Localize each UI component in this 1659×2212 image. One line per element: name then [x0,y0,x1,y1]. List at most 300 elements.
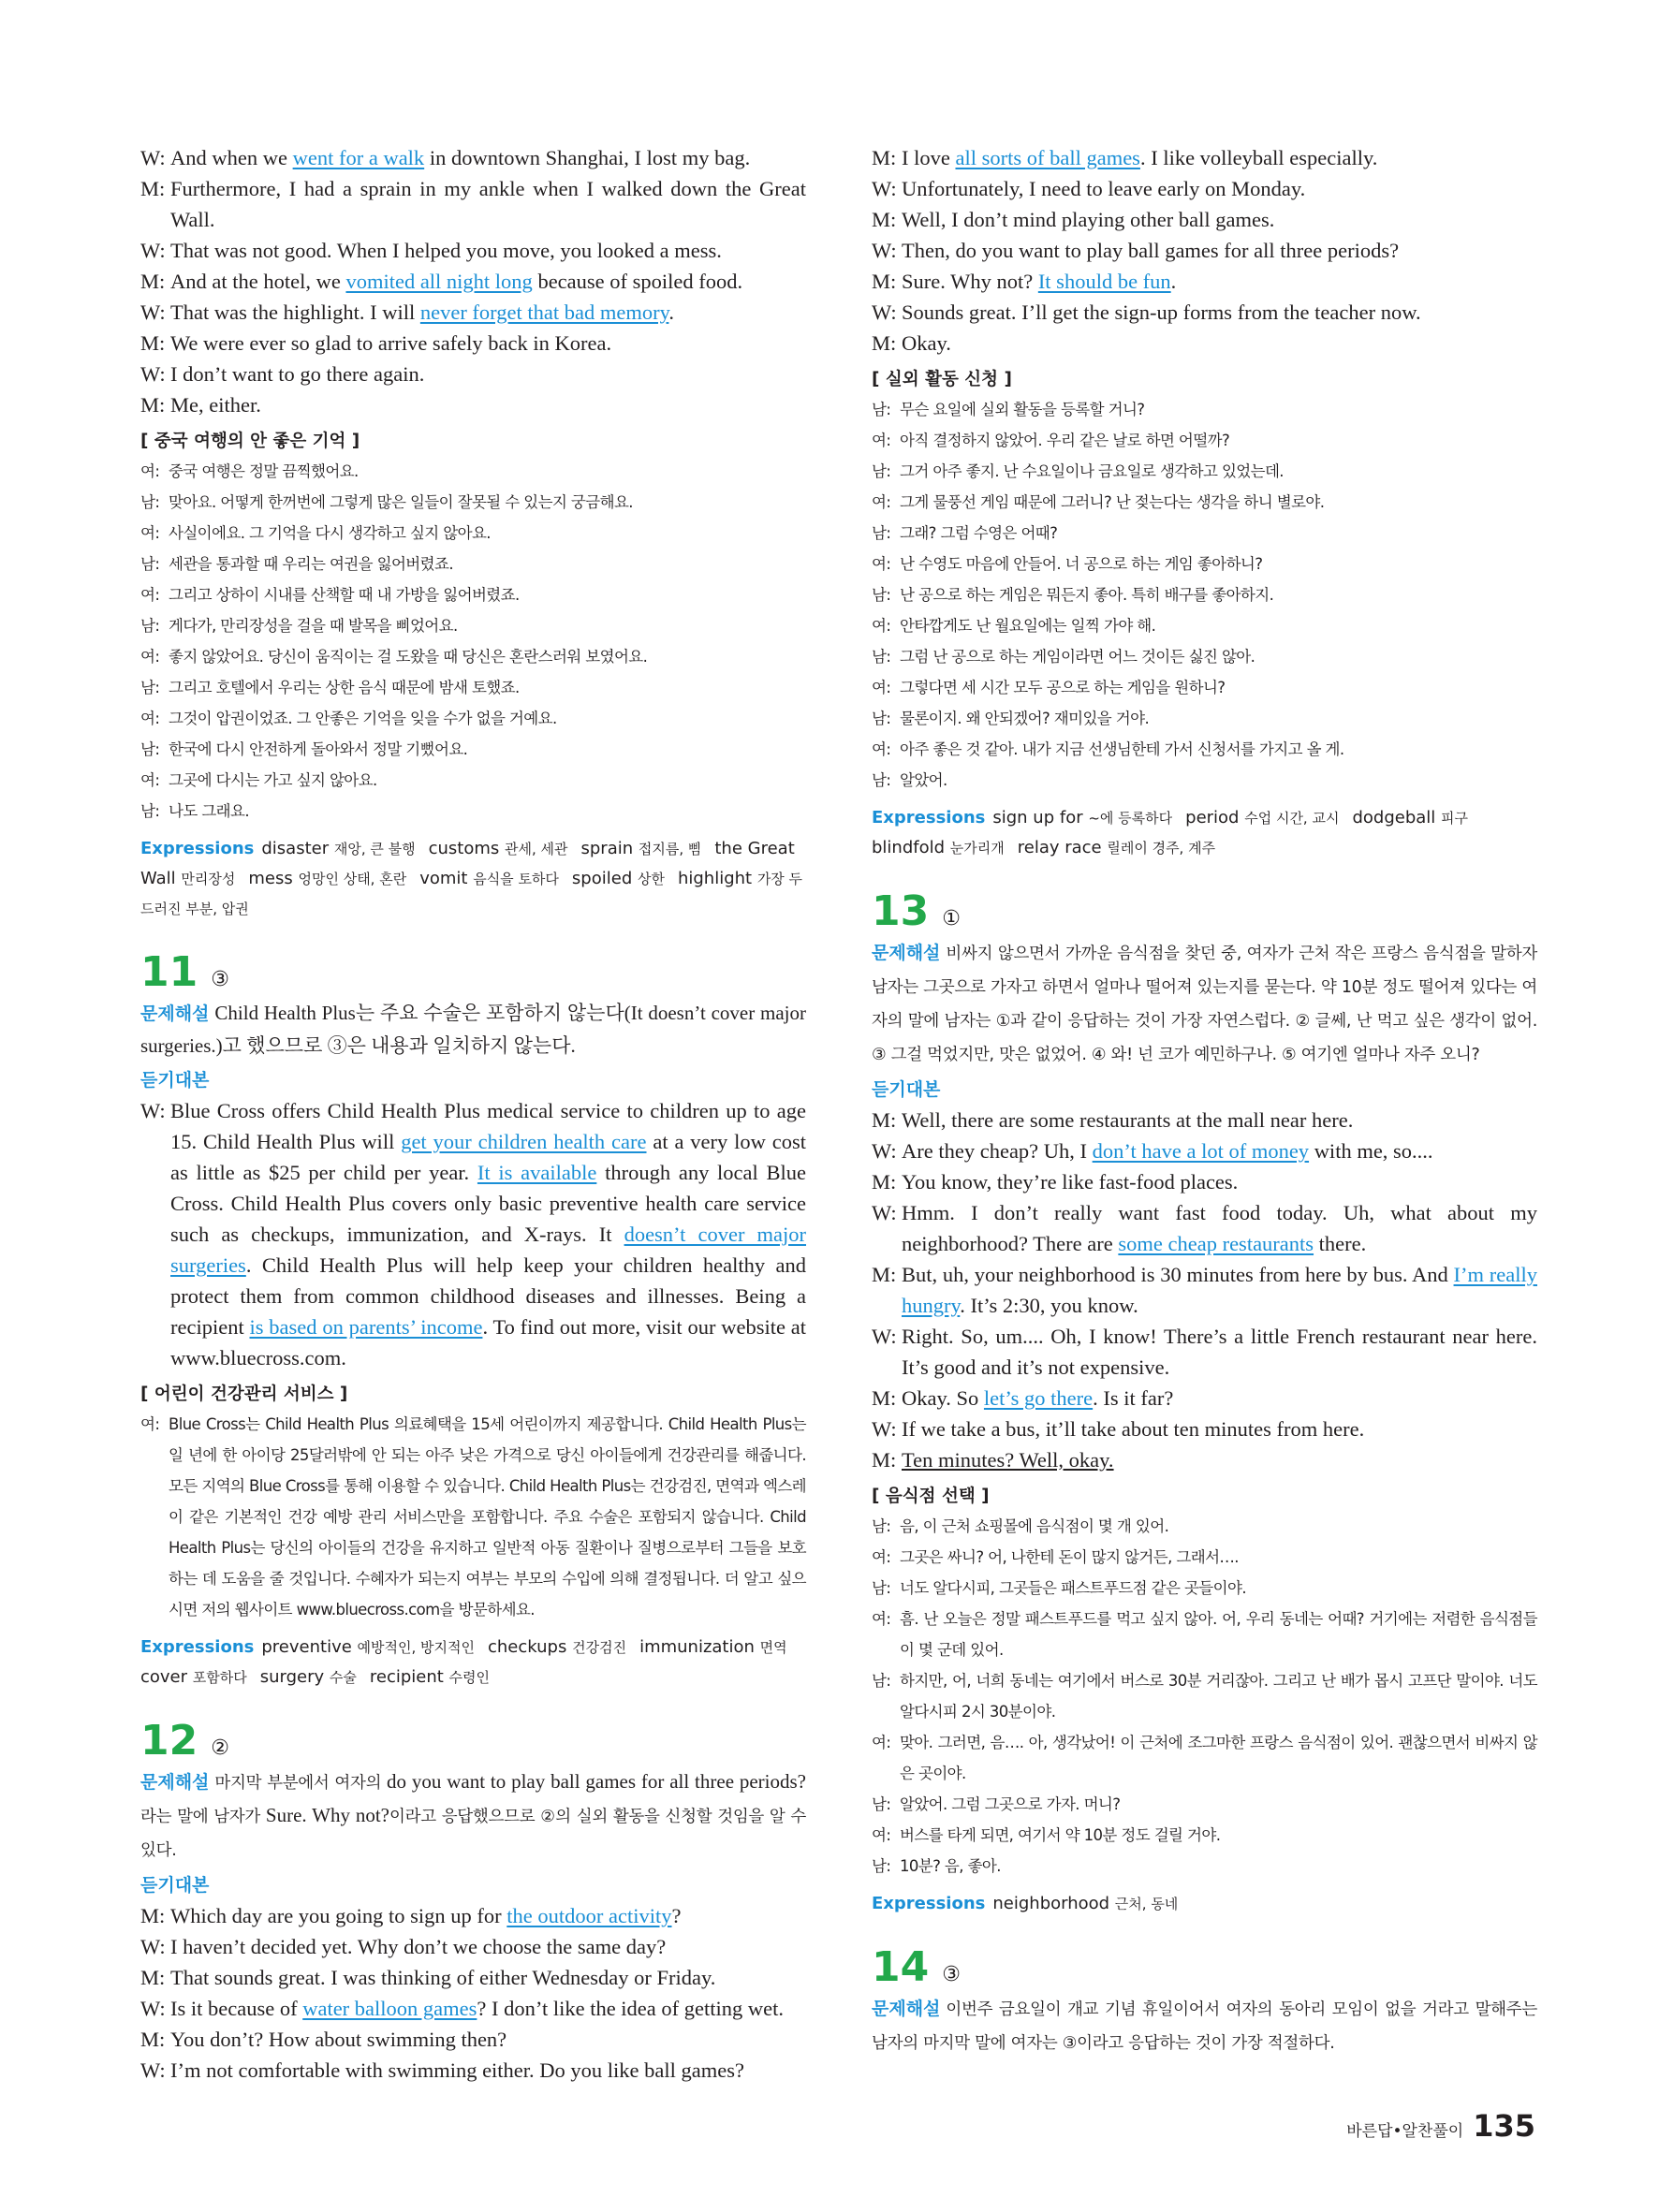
key-phrase: never forget that bad memory [419,300,669,324]
expressions-label: Expressions [872,1894,986,1913]
text-run: I don’t want to go there again. [170,362,425,386]
translation-line [872,1789,1537,1820]
text-run: Well, I don’t mind playing other ball games. [902,208,1275,231]
utterance [902,1383,1537,1414]
question-header [872,1943,1537,1992]
text-run: I love [902,146,956,169]
speaker: 여: [140,710,160,727]
dialogue-line [872,1105,1537,1135]
expression-term: sign up for [992,808,1089,828]
translation-line [872,672,1537,703]
translation-heading: [ 실외 활동 신청 ] [872,370,1012,389]
dialogue-line [872,142,1537,173]
expression-term: dodgeball [1352,808,1441,828]
translation-text: 알았어. [900,771,947,789]
key-phrase: water balloon games [302,1997,477,2020]
text-run: That was the highlight. I will [170,300,420,324]
text-run: I haven’t decided yet. Why don’t we choose the same day? [170,1935,667,1958]
utterance [902,1105,1537,1135]
dialogue-line [140,389,806,420]
translation-text: 게다가, 만리장성을 걸을 때 발목을 삐었어요. [169,617,458,635]
translation-line [140,579,806,610]
expression-term: neighborhood [992,1894,1115,1913]
speaker: W: [872,300,897,324]
text-run: Okay. So [902,1386,984,1410]
dialogue-line [140,266,806,297]
utterance [170,266,806,297]
utterance [902,235,1537,266]
utterance [170,1095,806,1373]
utterance [170,142,806,173]
speaker: M: [140,1966,166,1989]
translation-line [140,1409,806,1625]
speaker: 여: [872,740,891,758]
speaker: W: [140,146,166,169]
speaker: 남: [872,462,891,480]
speaker: 여: [140,771,160,789]
speaker: W: [140,362,166,386]
translation-line [872,394,1537,425]
translation-text: 음, 이 근처 쇼핑몰에 음식점이 몇 개 있어. [900,1517,1169,1535]
translation-text: 맞아. 그러면, 음…. 아, 생각났어! 이 근처에 조그마한 프랑스 음식점이 있어. 괜찮으면서 비싸지 않은 곳이야. [900,1734,1537,1782]
key-phrase: let’s go there [983,1386,1094,1410]
translation-line [872,1604,1537,1665]
dialogue-line [872,1135,1537,1166]
script-label: 듣기대본 [140,1875,210,1896]
expression-meaning: ~에 등록하다 [1088,810,1173,827]
translation-block [140,1409,806,1625]
translation-text: 그곳은 싸니? 어, 나한테 돈이 많지 않거든, 그래서…. [900,1548,1239,1566]
text-run: Ten minutes? Well, okay. [902,1448,1114,1472]
dialogue-line [872,297,1537,328]
speaker: 남: [872,401,891,418]
expression-term: sprain [580,839,639,858]
utterance [902,1414,1537,1444]
text-run: Then, do you want to play ball games for all three periods? [902,239,1400,262]
speaker: M: [872,208,897,231]
translation-text: 나도 그래요. [169,802,249,820]
expression-meaning: 만리장성 [181,871,236,887]
utterance [902,1444,1537,1475]
speaker: 여: [872,1826,891,1844]
dialogue-line [140,1900,806,1931]
expressions-box [872,1889,1537,1919]
text-run: Blue Cross offers Child Health Plus medical service to children up to age 15. Child Health Plus will [170,1099,806,1153]
translation-text: 흠. 난 오늘은 정말 패스트푸드를 먹고 싶지 않아. 어, 우리 동네는 어때? 거기에는 저렴한 음식점들이 몇 군데 있어. [900,1610,1537,1659]
text-run: Which day are you going to sign up for [170,1904,507,1927]
translation-line [872,1851,1537,1882]
translation-text: 난 수영도 마음에 안들어. 너 공으로 하는 게임 좋아하니? [900,555,1263,573]
explanation-text [872,1997,1537,2053]
translation-heading: [ 어린이 건강관리 서비스 ] [140,1384,348,1404]
translation-line [872,734,1537,765]
expression-meaning: 수령인 [448,1669,491,1686]
dialogue-line [872,173,1537,204]
speaker: 남: [872,524,891,542]
page-number: 135 [1473,2108,1535,2144]
explanation-label: 문제해설 [872,1999,941,2019]
text-run: 이라고 응답했으므로 ②의 실외 활동을 신청할 것임을 알 수 있다. [140,1808,807,1860]
translation-text: 그거 아주 좋지. 난 수요일이나 금요일로 생각하고 있었는데. [900,462,1284,480]
speaker: W: [872,1139,897,1163]
dialogue-block [140,1095,806,1373]
text-run: . I like volleyball especially. [1139,146,1378,169]
expression-term: disaster [261,839,334,858]
speaker: W: [140,300,166,324]
speaker: 남: [872,648,891,666]
translation-text: 그것이 압권이었죠. 그 안좋은 기억을 잊을 수가 없을 거예요. [169,710,557,727]
translation-text: 버스를 타게 되면, 여기서 약 10분 정도 걸릴 거야. [900,1826,1221,1844]
speaker: 여: [872,493,891,511]
expression-meaning: 피구 [1441,810,1468,827]
text-run: . To find out more, visit our website at www.bluecross.com. [170,1315,806,1370]
speaker: 여: [872,1548,891,1566]
expression-meaning: 상한 [637,871,665,887]
expressions-label: Expressions [140,1637,255,1657]
expression-term: mess [248,869,299,888]
dialogue-line [140,1993,806,2024]
translation-text: Blue Cross는 Child Health Plus 의료혜택을 15세 어린이까지 제공합니다. Child Health Plus는 일 년에 한 아이당 25달러밖에 안 되는 아주 낮은 가격으로 당신 아이들에게 건강관리를 해줍니다. 모든 지역의 Blue Cross를 통해 이용할 수 있습니다. Child Health Plus는 건강검진, 면역과 엑스레이 같은 기본적인 건강 예방 관리 서비스만을 포함합니다. 주요 수술은 포함되지 않습니다. Child Health Plus는 당신의 아이들의 건강을 유지하고 일반적 아동 질환이나 질병으로부터 그들을 보호하는 데 도움을 줄 것입니다. 수혜자가 되는지 여부는 부모의 수입에 의해 결정됩니다. 더 알고 싶으시면 저의 웹사이트 www.bluecross.com을 방문하세요. [169,1415,806,1619]
utterance [902,142,1537,173]
speaker: 남: [872,1795,891,1813]
speaker: W: [872,239,897,262]
utterance [170,1993,806,2024]
translation-text: 난 공으로 하는 게임은 뭐든지 좋아. 특히 배구를 좋아하지. [900,586,1274,604]
utterance [902,1321,1537,1383]
speaker: M: [872,1263,897,1286]
dialogue-line [140,235,806,266]
speaker: M: [140,393,166,417]
explanation [872,936,1537,1071]
expression-meaning: 수업 시간, 교시 [1244,810,1340,827]
text-run: at a very low cost as little as $25 per child per year. [170,1130,806,1184]
explanation [872,1992,1537,2059]
expression-meaning: 관세, 세관 [505,841,568,857]
translation-text: 그곳에 다시는 가고 싶지 않아요. [169,771,377,789]
translation-line [872,549,1537,579]
question-header [872,887,1537,936]
translation-line [872,1511,1537,1542]
text-run: because of spoiled food. [532,270,743,293]
expressions-label: Expressions [140,839,255,858]
translation-block [872,1511,1537,1882]
dialogue-line [872,204,1537,235]
dialogue-line [872,1259,1537,1321]
expression-meaning: 접지름, 삠 [638,841,702,857]
text-run: through any local Blue Cross. Child Health Plus covers only basic preventive health care service such as checkups, immunization, and X-rays. It [170,1161,807,1246]
left-column [140,142,806,2086]
dialogue-line [872,1321,1537,1383]
utterance [902,266,1537,297]
text-run: in downtown Shanghai, I lost my bag. [424,146,751,169]
speaker: 남: [872,1517,891,1535]
expression-term: customs [428,839,505,858]
utterance [170,2024,806,2055]
dialogue-block [872,142,1537,359]
text-run: Well, there are some restaurants at the mall near here. [902,1108,1354,1132]
question-number: 13 [872,887,930,935]
dialogue-line [140,1931,806,1962]
speaker: W: [140,239,166,262]
expression-meaning: 릴레이 경주, 계주 [1107,840,1216,857]
key-phrase: It should be fun [1037,270,1171,293]
translation-line [140,456,806,487]
text-run: If we take a bus, it’ll take about ten minutes from here. [902,1417,1365,1441]
page-footer [1346,2108,1535,2144]
text-run: I’m not comfortable with swimming either. Do you like ball games? [170,2058,744,2082]
utterance [170,1962,806,1993]
speaker: 여: [140,648,160,666]
expression-term: the Great Wall [140,839,795,888]
key-phrase: is based on parents’ income [249,1315,483,1339]
question-header [140,1717,806,1765]
translation-line [872,610,1537,641]
utterance [170,1900,806,1931]
speaker: M: [872,1448,897,1472]
speaker: M: [872,331,897,355]
translation-line [872,425,1537,456]
key-phrase: vomited all night long [345,270,533,293]
speaker: 여: [872,679,891,696]
translation-text: 그럼 난 공으로 하는 게임이라면 어느 것이든 싫진 않아. [900,648,1255,666]
translation-text: 좋지 않았어요. 당신이 움직이는 걸 도왔을 때 당신은 혼란스러워 보였어요. [169,648,648,666]
utterance [902,297,1537,328]
translation-line [140,796,806,827]
utterance [170,297,806,328]
dialogue-line [140,2055,806,2086]
speaker: M: [872,1108,897,1132]
speaker: M: [140,1904,166,1927]
expressions-box [872,803,1537,863]
dialogue-block [872,1105,1537,1475]
translation-line [872,1665,1537,1727]
speaker: 여: [872,1610,891,1628]
utterance [170,1931,806,1962]
speaker: 남: [872,1579,891,1597]
translation-text: 그래? 그럼 수영은 어때? [900,524,1058,542]
key-phrase: It is available [477,1161,597,1184]
key-phrase: don’t have a lot of money [1092,1139,1310,1163]
speaker: 남: [140,802,160,820]
speaker: 여: [872,555,891,573]
dialogue-line [872,266,1537,297]
expression-term: surgery [259,1667,330,1687]
speaker: M: [872,146,897,169]
speaker: M: [140,270,166,293]
expression-term: immunization [639,1637,760,1657]
dialogue-line [140,359,806,389]
text-run: Sure. Why not? [265,1804,389,1826]
speaker: 남: [872,586,891,604]
answer-mark: ③ [211,968,229,991]
text-run: . [1170,270,1177,293]
text-run: That sounds great. I was thinking of either Wednesday or Friday. [170,1966,716,1989]
text-run: do you want to play ball games for all three periods? [387,1770,806,1793]
text-run: Are they cheap? Uh, I [902,1139,1093,1163]
expression-term: preventive [261,1637,358,1657]
dialogue-line [140,328,806,359]
text-run: 비싸지 않으면서 가까운 음식점을 찾던 중, 여자가 근처 작은 프랑스 음식점을 말하자 남자는 그곳으로 가자고 하면서 얼마나 떨어져 있는지를 묻는다. 약 10분 정도 떨어져 있다는 여자의 말에 남자는 ①과 같이 응답하는 것이 가장 자연스럽다. ② 글쎄, 난 먹고 싶은 생각이 없어. ③ 그걸 먹었지만, 맛은 없었어. ④ 와! 넌 코가 예민하구나. ⑤ 여기엔 얼마나 자주 오니? [872,945,1537,1064]
expression-meaning: 가장 두드러진 부분, 압권 [140,871,803,917]
translation-block [140,456,806,827]
speaker: 남: [872,1857,891,1875]
speaker: M: [140,2028,166,2051]
explanation-text [140,1770,806,1860]
translation-text: 맞아요. 어떻게 한꺼번에 그렇게 많은 일들이 잘못될 수 있는지 궁금해요. [169,493,633,511]
speaker: 여: [140,462,160,480]
speaker: W: [872,1325,897,1348]
text-run: Me, either. [170,393,261,417]
text-run: Unfortunately, I need to leave early on Monday. [902,177,1306,200]
question-number: 12 [140,1717,198,1765]
question-number: 14 [872,1943,930,1991]
utterance [170,328,806,359]
speaker: W: [140,1997,166,2020]
dialogue-line [140,1095,806,1373]
dialogue-line [872,1197,1537,1259]
expression-meaning: 수술 [329,1669,357,1686]
key-phrase: the outdoor activity [507,1904,672,1927]
expressions-box [140,1633,806,1692]
speaker: M: [140,331,166,355]
expression-term: checkups [488,1637,573,1657]
utterance [902,173,1537,204]
text-run: Okay. [902,331,951,355]
right-column [872,142,1537,2059]
text-run: We were ever so glad to arrive safely back in Korea. [170,331,612,355]
translation-text: 하지만, 어, 너희 동네는 여기에서 버스로 30분 거리잖아. 그리고 난 배가 몹시 고프단 말이야. 너도 알다시피 2시 30분이야. [900,1672,1537,1721]
utterance [902,1197,1537,1259]
explanation-label: 문제해설 [872,943,941,963]
translation-line [140,610,806,641]
speaker: W: [872,1201,897,1224]
translation-text: 중국 여행은 정말 끔찍했어요. [169,462,359,480]
translation-line [872,765,1537,796]
translation-heading: [ 음식점 선택 ] [872,1487,990,1506]
speaker: 여: [872,432,891,449]
translation-line [872,579,1537,610]
speaker: 남: [872,771,891,789]
speaker: 여: [140,586,160,604]
utterance [902,328,1537,359]
expressions-box [140,834,806,924]
text-run: . It’s 2:30, you know. [960,1294,1138,1317]
translation-line [140,734,806,765]
utterance [902,1135,1537,1166]
text-run: ? [671,1904,682,1927]
translation-line [872,456,1537,487]
translation-text: 물론이지. 왜 안되겠어? 재미있을 거야. [900,710,1150,727]
speaker: W: [872,1417,897,1441]
expression-term: vomit [419,869,474,888]
translation-line [140,487,806,518]
dialogue-line [140,2024,806,2055]
speaker: 남: [140,493,160,511]
text-run: 라는 말에 남자가 [140,1808,266,1826]
text-run: But, uh, your neighborhood is 30 minutes from here by bus. And [902,1263,1454,1286]
translation-block [872,394,1537,796]
translation-text: 세관을 통과할 때 우리는 여권을 잃어버렸죠. [169,555,453,573]
expression-term: spoiled [571,869,638,888]
expression-meaning: 건강검진 [572,1639,627,1656]
key-phrase: doesn’t cover major surgeries [170,1223,806,1277]
question-header [140,948,806,997]
dialogue-line [872,1444,1537,1475]
speaker: 남: [140,740,160,758]
dialogue-line [140,297,806,328]
key-phrase: some cheap restaurants [1118,1232,1314,1255]
answer-mark: ① [942,907,961,930]
translation-text: 아직 결정하지 않았어. 우리 같은 날로 하면 어떨까? [900,432,1230,449]
expressions-label: Expressions [872,808,986,828]
speaker: 남: [140,679,160,696]
text-run: ? I don’t like the idea of getting wet. [477,1997,785,2020]
speaker: M: [872,270,897,293]
expression-meaning: 재앙, 큰 불행 [333,841,416,857]
translation-line [872,1542,1537,1573]
speaker: W: [140,1935,166,1958]
speaker: M: [140,177,166,200]
translation-line [872,487,1537,518]
dialogue-line [140,142,806,173]
explanation [140,1765,806,1867]
text-run: You don’t? How about swimming then? [170,2028,507,2051]
speaker: 여: [872,1734,891,1751]
utterance [170,389,806,420]
translation-line [872,1820,1537,1851]
translation-line [140,641,806,672]
text-run: Hmm. I don’t really want fast food today. Uh, what about my neighborhood? There are [902,1201,1537,1255]
question-number: 11 [140,948,198,996]
speaker: M: [872,1386,897,1410]
key-phrase: all sorts of ball games [955,146,1140,169]
translation-text: 너도 알다시피, 그곳들은 패스트푸드점 같은 곳들이야. [900,1579,1246,1597]
expression-meaning: 면역 [759,1639,787,1656]
text-run: 이번주 금요일이 개교 기념 휴일이어서 여자의 동아리 모임이 없을 거라고 말해주는 남자의 마지막 말에 여자는 ③이라고 응답하는 것이 가장 적절하다. [872,2000,1537,2053]
translation-text: 아주 좋은 것 같아. 내가 지금 선생님한테 가서 신청서를 가지고 올 게. [900,740,1344,758]
footer-title: 바른답•알찬풀이 [1346,2122,1464,2141]
expression-term: cover [140,1667,193,1687]
translation-text: 그렇다면 세 시간 모두 공으로 하는 게임을 원하니? [900,679,1226,696]
expression-meaning: 엉망인 상태, 혼란 [298,871,407,887]
explanation-label: 문제해설 [140,1003,210,1024]
translation-line [140,672,806,703]
translation-line [872,518,1537,549]
expression-meaning: 눈가리개 [949,840,1005,857]
expression-meaning: 예방적인, 방지적인 [357,1639,475,1656]
expression-term: period [1185,808,1245,828]
translation-line [872,641,1537,672]
translation-text: 그리고 상하이 시내를 산책할 때 내 가방을 잃어버렸죠. [169,586,520,604]
expression-meaning: 포함하다 [192,1669,247,1686]
expression-term: blindfold [872,838,950,857]
translation-text: 그게 물풍선 게임 때문에 그러니? 난 젖는다는 생각을 하니 별로야. [900,493,1325,511]
speaker: 남: [872,710,891,727]
speaker: 여: [140,1415,160,1433]
text-run: there. [1314,1232,1367,1255]
utterance [170,235,806,266]
dialogue-block [140,1900,806,2086]
utterance [170,2055,806,2086]
dialogue-line [872,328,1537,359]
text-run: 마지막 부분에서 여자의 [214,1774,388,1793]
text-run: . [668,300,674,324]
speaker: W: [872,177,897,200]
translation-line [140,703,806,734]
speaker: W: [140,2058,166,2082]
text-run: . Child Health Plus will help keep your children healthy and protect them from common childhood diseases and illnesses. Being a recipient [170,1253,806,1339]
translation-line [872,1727,1537,1789]
